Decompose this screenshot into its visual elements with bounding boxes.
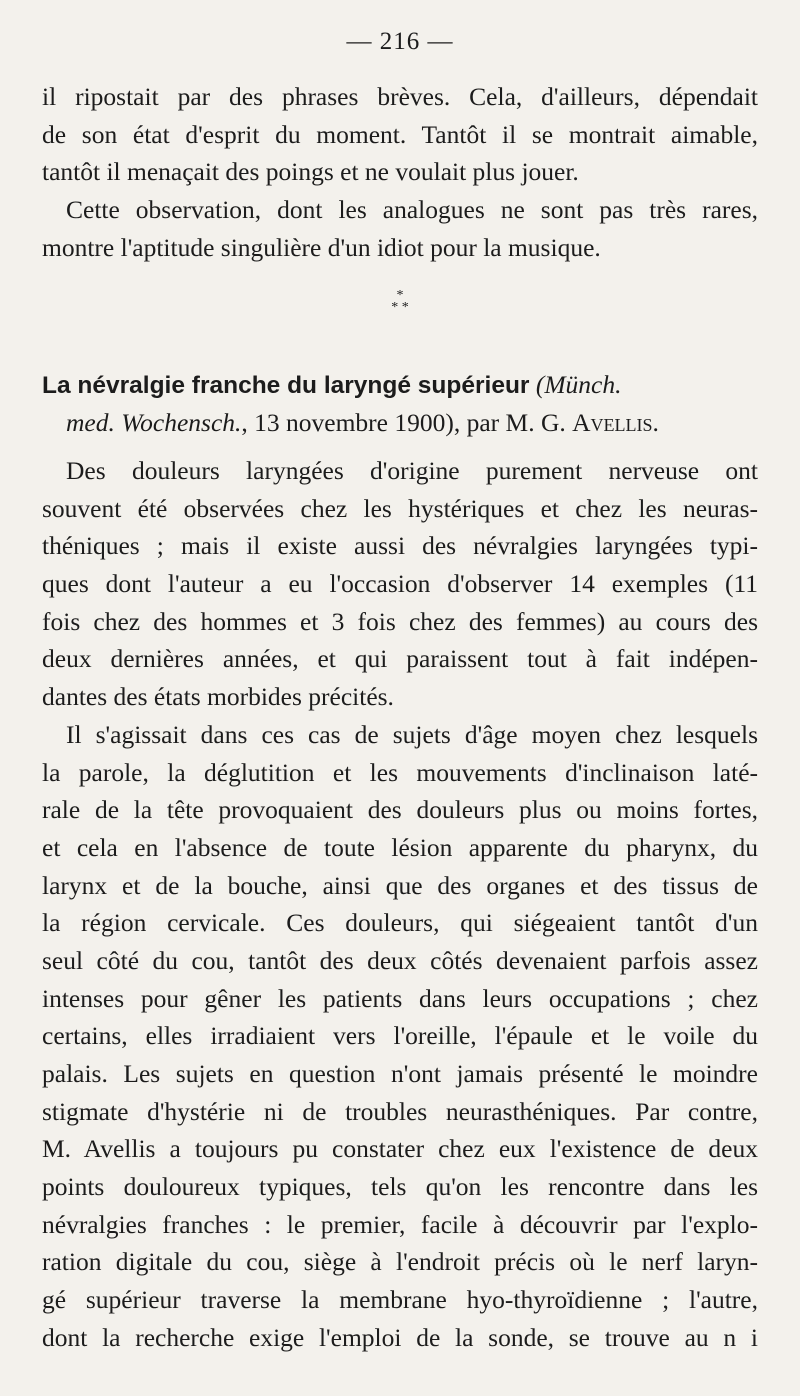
text-line: larynx et de la bouche, ainsi que des organes et des tissus de [42, 870, 758, 900]
text-line: stigmate d'hystérie ni de troubles neurasthéniques. Par contre, [42, 1096, 758, 1126]
article-title [42, 366, 758, 405]
text-line: la région cervicale. Ces douleurs, qui siégeaient tantôt d'un [42, 908, 758, 938]
text-line: Des douleurs laryngées d'origine purement nerveuse ont [66, 456, 758, 485]
text-line: dont la recherche exige l'emploi de la sonde, se trouve au n i [42, 1322, 758, 1352]
text-line: certains, elles irradiaient vers l'oreille, l'épaule et le voile du [42, 1021, 758, 1051]
text-line: M. Avellis a toujours pu constater chez eux l'existence de deux [42, 1134, 758, 1164]
article-body [42, 452, 758, 1357]
text-line: palais. Les sujets en question n'ont jamais présenté le moindre [42, 1059, 758, 1088]
text-line: deux dernières années, et qui paraissent tout à fait indépen- [42, 644, 758, 674]
page-number: — 216 — [346, 28, 454, 55]
text-line: et cela en l'absence de toute lésion apparente du pharynx, du [42, 832, 758, 862]
article-title-bold: La névralgie franche du laryngé supérieur [42, 372, 530, 399]
article-date: , 13 novembre 1900), par M. G. [241, 408, 566, 437]
text-line: dantes des états morbides précités. [42, 682, 394, 712]
text-line: rale de la tête provoquaient des douleurs plus ou moins fortes, [42, 795, 758, 825]
text-line: intenses pour gêner les patients dans leurs occupations ; chez [42, 983, 758, 1013]
text-line: de son état d'esprit du moment. Tantôt il se montrait aimable, [42, 119, 758, 149]
text-line: ration digitale du cou, siège à l'endroit précis où le nerf laryn- [42, 1247, 758, 1277]
article-source [66, 404, 659, 442]
text-line: fois chez des hommes et 3 fois chez des femmes) au cours des [42, 606, 758, 636]
text-line: névralgies franches : le premier, facile à découvrir par l'explo- [42, 1209, 758, 1239]
text-line: la parole, la déglutition et les mouvements d'inclinaison laté- [42, 757, 758, 787]
text-line: souvent été observées chez les hystériques et chez les neuras- [42, 493, 758, 523]
text-line: points douloureux typiques, tels qu'on les rencontre dans les [42, 1172, 758, 1202]
text-line: Il s'agissait dans ces cas de sujets d'âge moyen chez lesquels [66, 719, 758, 749]
article-author: Avellis. [572, 408, 659, 437]
article-journal-cont: med. Wochensch. [66, 408, 242, 437]
text-line: seul côté du cou, tantôt des deux côtés devenaient parfois assez [42, 945, 758, 975]
section-separator: * * * [391, 288, 409, 315]
text-line: il ripostait par des phrases brèves. Cela, d'ailleurs, dépendait [42, 82, 758, 111]
text-line: Cette observation, dont les analogues ne sont pas très rares, [66, 195, 758, 225]
text-line: ques dont l'auteur a eu l'occasion d'observer 14 exemples (11 [42, 569, 758, 599]
intro-paragraphs [42, 78, 758, 266]
text-line: montre l'aptitude singulière d'un idiot pour la musique. [42, 232, 601, 262]
text-line: tantôt il menaçait des poings et ne voulait plus jouer. [42, 157, 579, 187]
text-line: théniques ; mais il existe aussi des névralgies laryngées typi- [42, 531, 758, 561]
article-journal: (Münch. [535, 370, 622, 399]
text-line: gé supérieur traverse la membrane hyo-thyroïdienne ; l'autre, [42, 1285, 758, 1315]
